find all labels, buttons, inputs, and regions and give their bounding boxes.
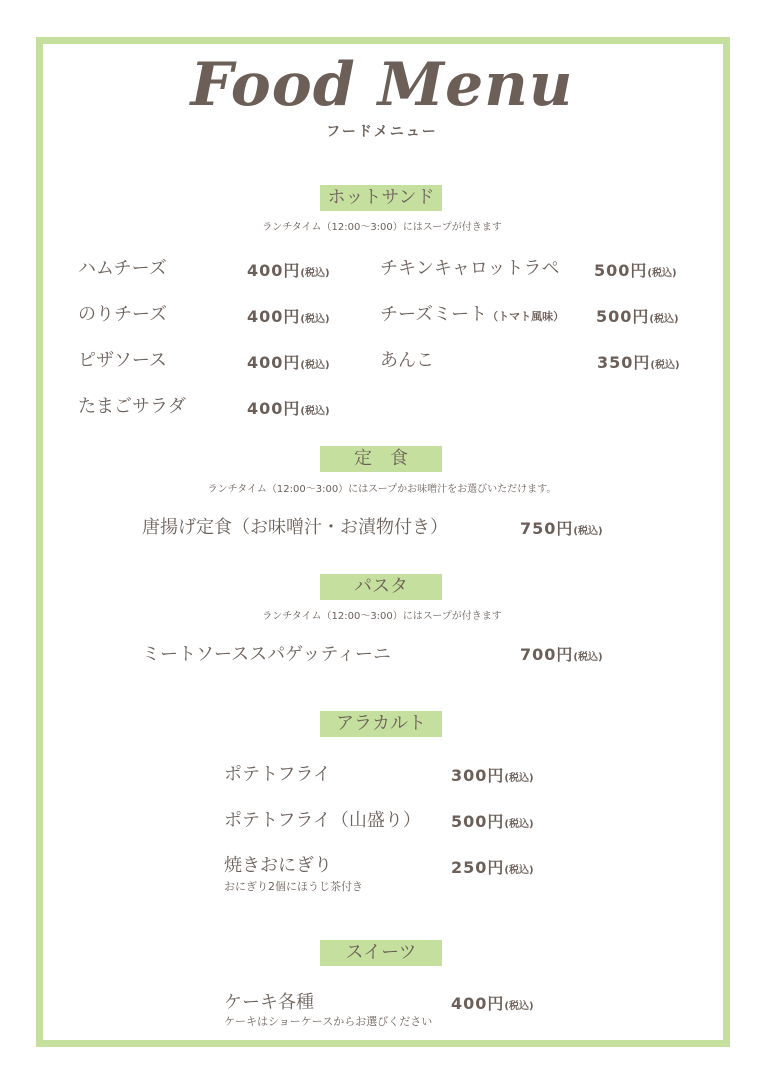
menu-item-name: ケーキ各種 — [224, 992, 314, 1013]
menu-item-price: 500円(税込) — [596, 307, 679, 326]
menu-item-note: ケーキはショーケースからお選びください — [224, 1015, 433, 1028]
menu-item-price: 350円(税込) — [597, 353, 680, 372]
menu-item-price: 400円(税込) — [451, 994, 534, 1013]
section-heading-pasta: パスタ — [320, 574, 442, 600]
menu-item-price: 500円(税込) — [594, 261, 677, 280]
menu-item-note: おにぎり2個にほうじ茶付き — [224, 880, 363, 893]
section-note-pasta: ランチタイム（12:00〜3:00）にはスープが付きます — [262, 611, 502, 622]
menu-item-price: 700円(税込) — [520, 645, 603, 664]
section-note-hot-sand: ランチタイム（12:00〜3:00）にはスープが付きます — [262, 222, 502, 233]
section-heading-sweets: スイーツ — [320, 940, 442, 966]
menu-item-subnote: （トマト風味） — [487, 310, 565, 323]
menu-item-name: 焼きおにぎり — [224, 855, 332, 876]
menu-item-name: チーズミート（トマト風味） — [380, 304, 565, 325]
section-heading-hot-sand: ホットサンド — [320, 185, 442, 211]
page-title: Food Menu — [190, 50, 574, 120]
menu-item-price: 400円(税込) — [247, 307, 330, 326]
menu-item-price: 300円(税込) — [451, 766, 534, 785]
menu-item-price: 400円(税込) — [247, 399, 330, 418]
menu-item-name: のりチーズ — [78, 304, 168, 325]
menu-item-name: ピザソース — [78, 350, 167, 371]
menu-item-name: ミートソーススパゲッティーニ — [142, 644, 391, 665]
menu-item-price: 250円(税込) — [451, 858, 534, 877]
menu-item-name: あんこ — [380, 350, 434, 371]
menu-item-name: 唐揚げ定食（お味噌汁・お漬物付き） — [142, 517, 448, 538]
menu-item-price: 750円(税込) — [520, 519, 603, 538]
section-heading-alacarte: アラカルト — [320, 711, 442, 737]
menu-item-name: たまごサラダ — [78, 396, 186, 417]
menu-item-name: ハムチーズ — [78, 258, 167, 279]
page-subtitle: フードメニュー — [326, 124, 438, 140]
section-note-teishoku: ランチタイム（12:00〜3:00）にはスープかお味噌汁をお選びいただけます。 — [207, 484, 557, 495]
menu-item-name: ポテトフライ（山盛り） — [224, 810, 421, 831]
menu-item-name: ポテトフライ — [224, 764, 331, 785]
menu-item-price: 500円(税込) — [451, 812, 534, 831]
menu-item-price: 400円(税込) — [247, 261, 330, 280]
section-heading-teishoku: 定 食 — [320, 446, 442, 472]
menu-item-price: 400円(税込) — [247, 353, 330, 372]
menu-item-name: チキンキャロットラペ — [380, 258, 560, 279]
